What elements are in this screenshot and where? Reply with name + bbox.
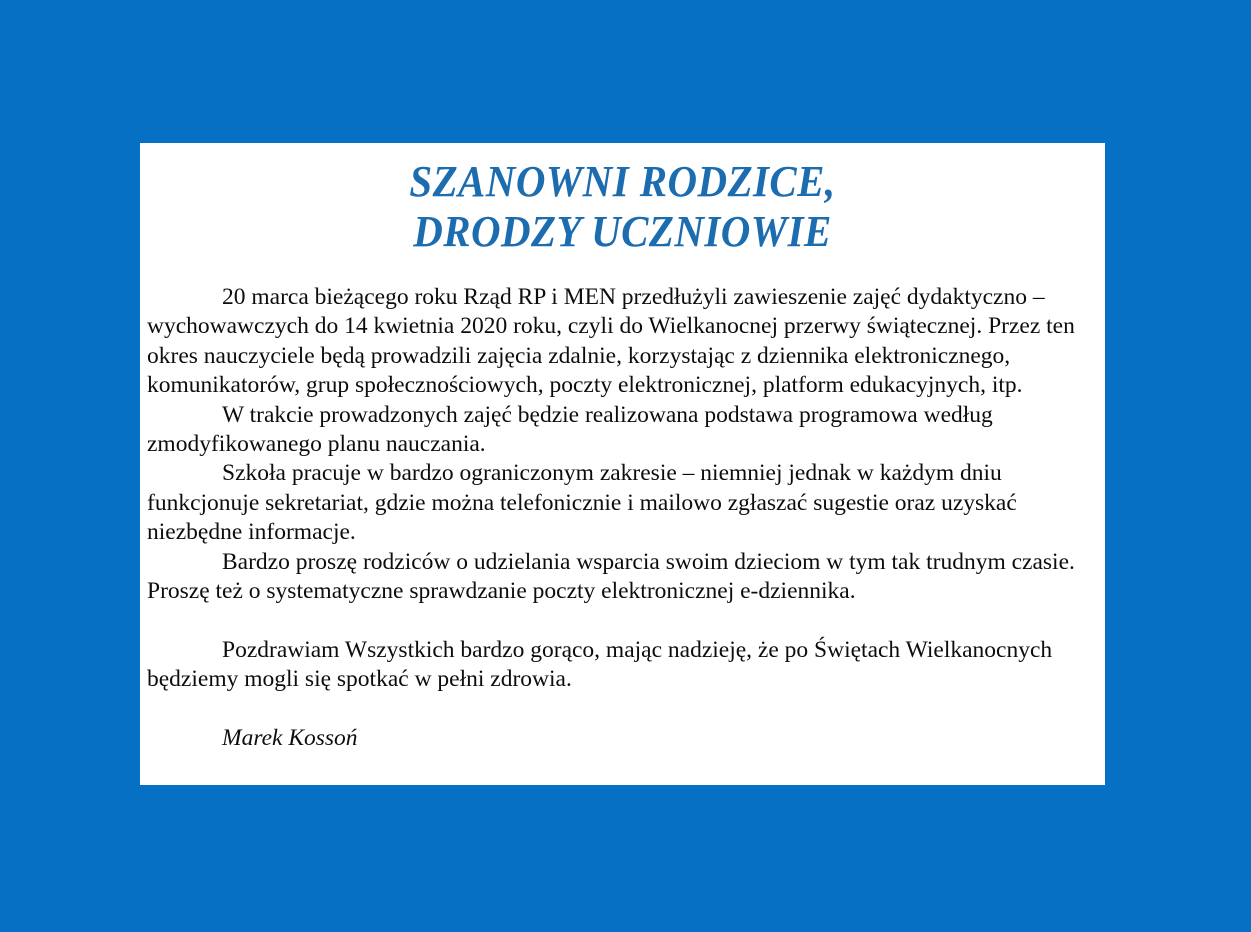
- notice-signature: Marek Kossoń: [222, 725, 358, 752]
- notice-card: [140, 143, 1105, 785]
- notice-body: [140, 283, 1105, 753]
- paragraph-spacer-1: [147, 606, 1098, 635]
- notice-paragraph-2: W trakcie prowadzonych zajęć będzie realizowana podstawa programowa według zmodyfikowanego planu nauczania.: [147, 401, 993, 458]
- notice-paragraph-3: Szkoła pracuje w bardzo ograniczonym zakresie – niemniej jednak w każdym dniu funkcjonuje sekretariat, gdzie można telefonicznie i mailowo zgłaszać sugestie oraz uzyskać niezbędne informacje.: [147, 460, 1017, 546]
- notice-paragraph-5: Pozdrawiam Wszystkich bardzo gorąco, mając nadzieję, że po Świętach Wielkanocnych będziemy mogli się spotkać w pełni zdrowia.: [147, 636, 1053, 693]
- notice-paragraph-1: 20 marca bieżącego roku Rząd RP i MEN przedłużyli zawieszenie zajęć dydaktyczno – wychowawczych do 14 kwietnia 2020 roku, czyli do Wielkanocnej przerwy świątecznej. Przez ten okres nauczyciele będą prowadzili zajęcia zdalnie, korzystając z dziennika elektronicznego, komunikatorów, grup społecznościowych, poczty elektronicznej, platform edukacyjnych, itp.: [147, 284, 1075, 399]
- notice-heading: [140, 143, 1105, 257]
- notice-heading-line-1: SZANOWNI RODZICE,: [409, 157, 836, 206]
- paragraph-spacer-2: [147, 695, 1098, 724]
- notice-heading-line-2: DRODZY UCZNIOWIE: [413, 207, 832, 256]
- notice-paragraph-4: Bardzo proszę rodziców o udzielania wsparcia swoim dzieciom w tym tak trudnym czasie. Proszę też o systematyczne sprawdzanie poczty elektronicznej e-dziennika.: [147, 548, 1075, 605]
